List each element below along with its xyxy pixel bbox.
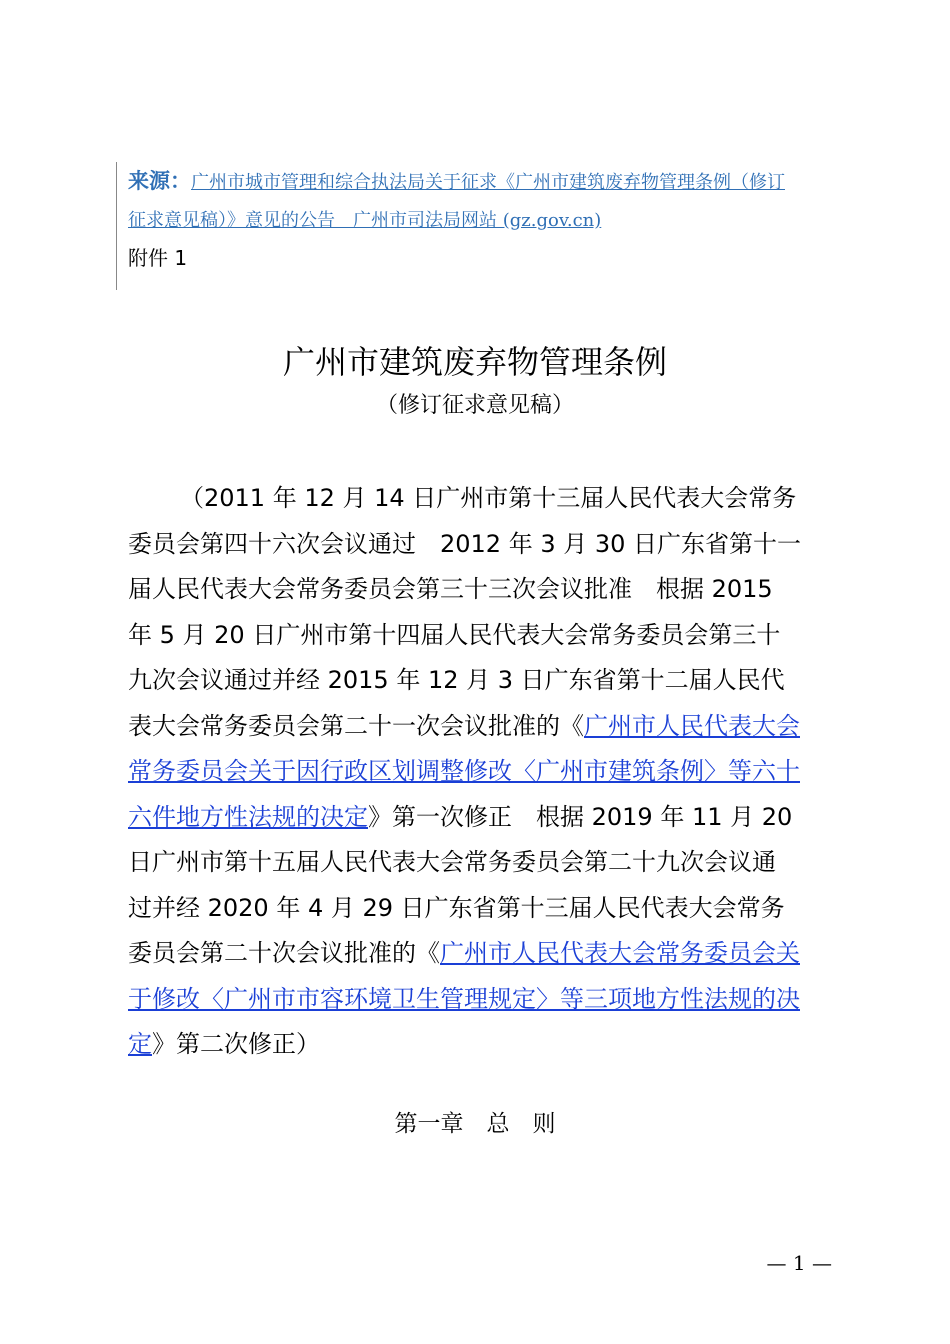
preamble-line: 委员会第四十六次会议通过 2012 年 3 月 30 日广东省第十一 xyxy=(128,529,802,558)
preamble-line: 年 5 月 20 日广州市第十四届人民代表大会常务委员会第三十 xyxy=(128,620,781,649)
second-amendment-decision-link[interactable]: 定 xyxy=(128,1030,152,1058)
preamble-line xyxy=(128,795,838,841)
document-title: 广州市建筑废弃物管理条例 xyxy=(282,343,667,381)
source-block xyxy=(116,162,836,290)
second-amendment-decision-link[interactable]: 于修改〈广州市市容环境卫生管理规定〉等三项地方性法规的决 xyxy=(128,984,800,1013)
source-link-part-2[interactable]: 征求意见稿）》意见的公告 广州市司法局网站 (gz.gov.cn) xyxy=(128,210,602,231)
source-line-2 xyxy=(128,202,836,240)
document-subtitle: （修订征求意见稿） xyxy=(375,393,574,418)
preamble-text: 》第二次修正） xyxy=(152,1030,320,1058)
preamble-line: 过并经 2020 年 4 月 29 日广东省第十三届人民代表大会常务 xyxy=(128,893,785,922)
source-link-part-1[interactable]: 广州市城市管理和综合执法局关于征求《广州市建筑废弃物管理条例（修订 xyxy=(191,172,785,193)
first-amendment-decision-link[interactable]: 广州市人民代表大会 xyxy=(584,711,800,740)
preamble-text: 委员会第二十次会议批准的《 xyxy=(128,939,440,967)
page-number: — 1 — xyxy=(766,1251,832,1275)
preamble-text: 表大会常务委员会第二十一次会议批准的《 xyxy=(128,711,584,740)
chapter-heading: 第一章 总 则 xyxy=(394,1111,556,1137)
preamble-line xyxy=(128,704,838,750)
preamble-line: 日广州市第十五届人民代表大会常务委员会第二十九次会议通 xyxy=(128,848,776,876)
preamble-line: 届人民代表大会常务委员会第三十三次会议批准 根据 2015 xyxy=(128,575,773,603)
attachment-label: 附件 1 xyxy=(128,246,188,270)
preamble-line xyxy=(128,931,838,977)
preamble-line xyxy=(128,749,838,795)
preamble xyxy=(128,476,838,1068)
preamble-line xyxy=(128,1022,838,1068)
preamble-line: 九次会议通过并经 2015 年 12 月 3 日广东省第十二届人民代 xyxy=(128,666,785,694)
source-label: 来源： xyxy=(128,169,191,193)
first-amendment-decision-link[interactable]: 常务委员会关于因行政区划调整修改〈广州市建筑条例〉等六十 xyxy=(128,757,800,785)
second-amendment-decision-link[interactable]: 广州市人民代表大会常务委员会关 xyxy=(440,939,800,967)
preamble-line xyxy=(128,977,838,1023)
preamble-line: （2011 年 12 月 14 日广州市第十三届人民代表大会常务 xyxy=(180,484,797,512)
first-amendment-decision-link[interactable]: 六件地方性法规的决定 xyxy=(128,802,368,831)
preamble-text: 》第一次修正 根据 2019 年 11 月 20 xyxy=(368,802,793,831)
source-line-1 xyxy=(128,162,836,202)
